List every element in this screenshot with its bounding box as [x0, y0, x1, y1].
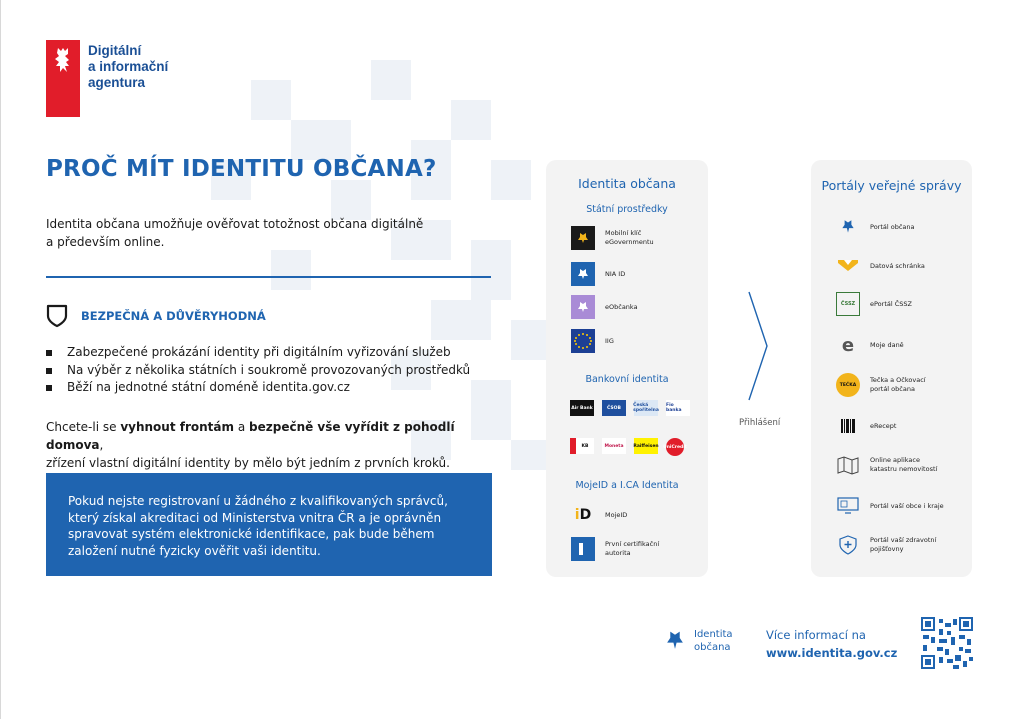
list-item[interactable]: ČSSZ ePortál ČSSZ [836, 292, 912, 316]
footer-logo-line2: občana [694, 642, 731, 653]
list-item[interactable]: Online aplikace katastru nemovitostí [836, 453, 937, 477]
list-item[interactable]: První certifikační autorita [571, 537, 659, 561]
moje-dane-icon: e [841, 334, 855, 356]
notice-box [46, 473, 492, 576]
call-to-action-text [46, 418, 496, 472]
ica-icon [571, 537, 595, 561]
chevron-right-icon [746, 290, 770, 402]
cta-line1: Chcete-li se vyhnout frontám a bezpečně vše vyřídit z pohodlí domova, [46, 420, 455, 452]
bullet-square-icon [46, 385, 52, 391]
list-item: Zabezpečené prokázání identity při digitálním vyřizování služeb [46, 344, 470, 362]
notice-line4: založení nutné fyzicky ověřit vaši identitu. [68, 543, 321, 558]
datova-schranka-icon [836, 254, 860, 278]
list-item[interactable]: Datová schránka [836, 254, 925, 278]
list-item[interactable]: IIG [571, 329, 614, 353]
section-heading [46, 304, 266, 328]
list-item[interactable]: e Moje daně [836, 333, 904, 357]
list-item[interactable]: Portál občana [836, 215, 915, 239]
list-item[interactable]: Portál vaší obce i kraje [836, 494, 944, 518]
bank-identity-heading: Bankovní identita [585, 374, 669, 385]
mobile-key-icon [571, 226, 595, 250]
lion-icon [836, 215, 860, 239]
logo-text [88, 43, 168, 91]
list-item[interactable]: Mobilní klíč eGovernmentu [571, 226, 654, 250]
list-item[interactable]: TEČKA Tečka a Očkovací portál občana [836, 373, 926, 397]
list-item[interactable]: eRecept [836, 414, 896, 438]
bank-logo[interactable]: UniCredit [666, 438, 684, 456]
identity-panel-title: Identita občana [578, 176, 676, 191]
mojeid-heading: MojeID a I.CA Identita [575, 480, 679, 491]
cta-line2: zřízení vlastní digitální identity by mělo být jedním z prvních kroků. [46, 456, 450, 470]
intro-line2: a především online. [46, 235, 165, 249]
identity-panel [546, 160, 708, 577]
login-arrow-label: Přihlášení [739, 418, 781, 428]
portals-panel-title: Portály veřejné správy [821, 178, 962, 193]
logo-line1: Digitální [88, 43, 142, 58]
bank-logo[interactable]: Moneta [602, 438, 626, 454]
bank-logo[interactable]: KB [570, 438, 594, 454]
more-info-label: Více informací na [766, 628, 866, 642]
lion-icon [664, 628, 686, 654]
intro-text [46, 215, 486, 251]
logo-red-bar [46, 40, 80, 117]
bank-logo[interactable]: Raiffeisen [634, 438, 658, 454]
notice-line3: spravovat systém elektronické identifikace, pak bude během [68, 527, 435, 541]
nia-lion-icon [571, 262, 595, 286]
footer-more-info [766, 626, 897, 662]
shield-outline-icon [46, 304, 68, 328]
emphasis-queues: vyhnout frontám [120, 420, 235, 434]
logo-line2: a informační [88, 59, 169, 74]
footer-identity-logo [664, 628, 733, 654]
tecka-icon: TEČKA [836, 373, 860, 397]
bank-logo[interactable]: Česká spořitelna [634, 400, 658, 416]
map-icon [836, 453, 860, 477]
footer-logo-line1: Identita [694, 629, 733, 640]
eobcanka-lion-icon [571, 295, 595, 319]
monitor-icon [836, 494, 860, 518]
bank-logos-row2 [570, 438, 687, 456]
bank-logo[interactable]: Fio banka [666, 400, 690, 416]
cssz-icon: ČSSZ [836, 292, 860, 316]
notice-line2: který získal akreditaci od Ministerstva vnitra ČR a je oprávněn [68, 510, 442, 525]
feature-list [46, 344, 470, 397]
bank-logo[interactable]: Air Bank [570, 400, 594, 416]
bullet-square-icon [46, 350, 52, 356]
logo-line3: agentura [88, 75, 146, 90]
notice-line1: Pokud nejste registrovaní u žádného z kvalifikovaných správců, [68, 494, 448, 508]
bank-logos-row1 [570, 400, 690, 416]
list-item[interactable]: eObčanka [571, 295, 638, 319]
page-title: PROČ MÍT IDENTITU OBČANA? [46, 156, 437, 182]
website-link[interactable]: www.identita.gov.cz [766, 646, 898, 660]
health-shield-icon [836, 533, 860, 557]
intro-line1: Identita občana umožňuje ověřovat totožnost občana digitálně [46, 217, 424, 231]
bullet-square-icon [46, 368, 52, 374]
section-label: BEZPEČNÁ A DŮVĚRYHODNÁ [81, 309, 266, 323]
barcode-icon [836, 414, 860, 438]
qr-code-icon[interactable] [921, 617, 973, 669]
list-item[interactable]: Portál vaší zdravotní pojišťovny [836, 533, 936, 557]
emphasis-home: bezpečně vše vyřídit z pohodlí domova [46, 420, 455, 452]
decorative-mosaic [211, 60, 571, 480]
list-item[interactable]: NIA ID [571, 262, 625, 286]
list-item[interactable]: i D MojeID [571, 503, 627, 527]
portals-panel [811, 160, 972, 577]
section-divider [46, 276, 491, 278]
mojeid-icon: i D [574, 507, 592, 523]
list-item: Na výběr z několika státních i soukromě provozovaných prostředků [46, 362, 470, 380]
dia-logo [46, 40, 168, 117]
czech-lion-icon [50, 46, 76, 74]
state-means-heading: Státní prostředky [586, 204, 668, 215]
list-item: Běží na jednotné státní doméně identita.gov.cz [46, 379, 470, 397]
bank-logo[interactable]: ČSOB [602, 400, 626, 416]
eu-stars-icon [571, 329, 595, 353]
